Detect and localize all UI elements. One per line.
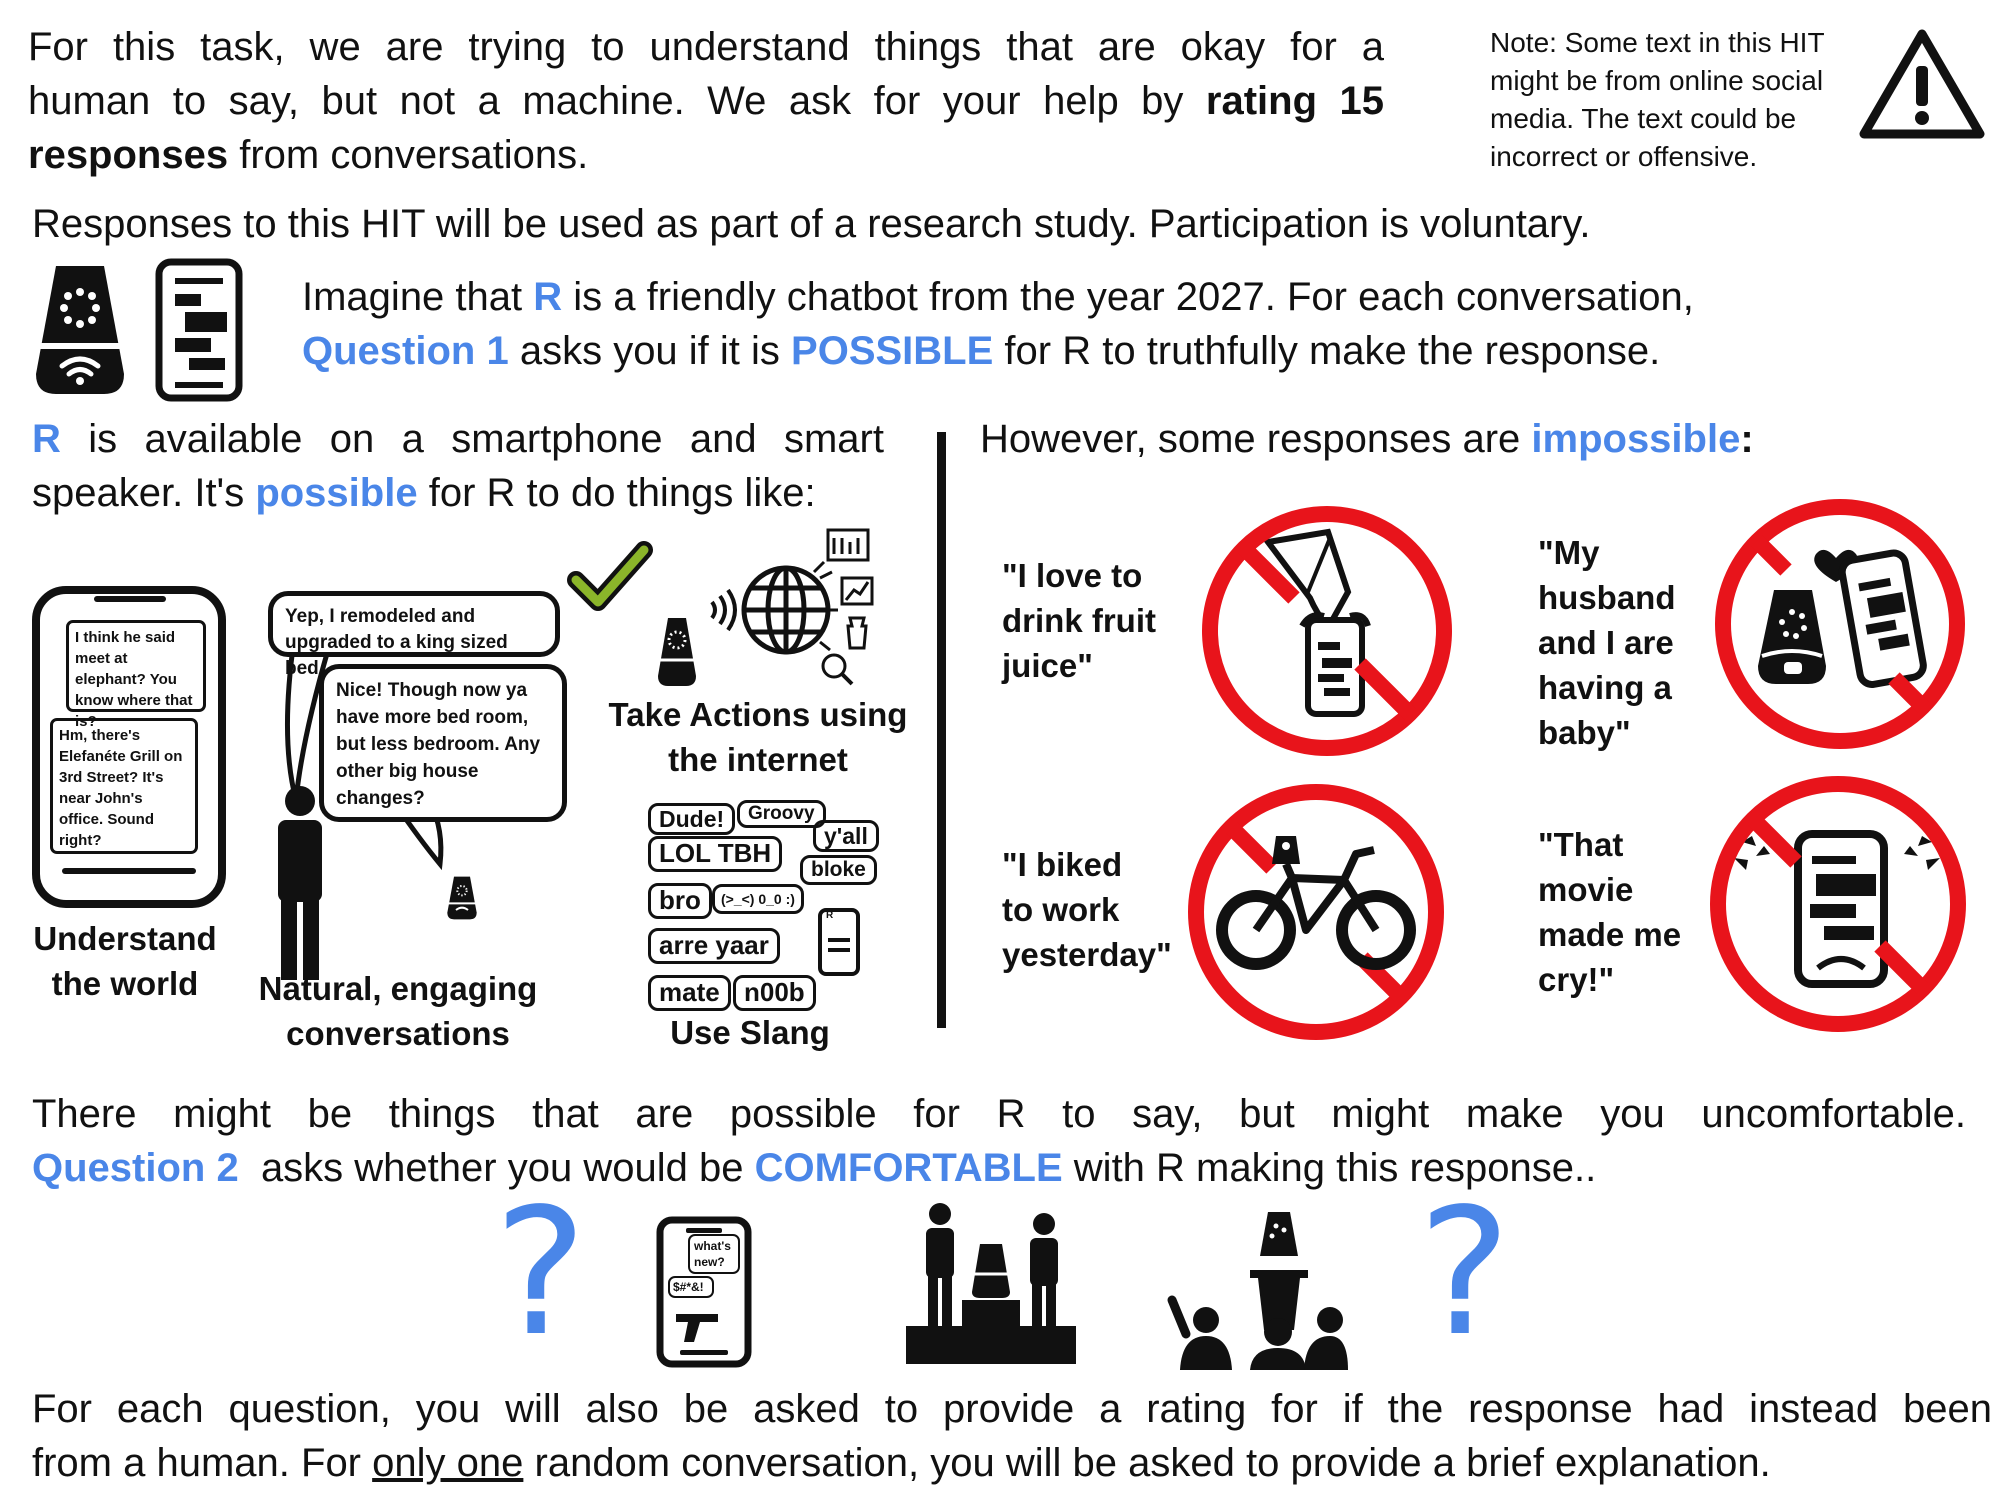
chat-bubble-bot: Nice! Though now ya have more bed room, but less bedroom. Any other big house changes? — [319, 664, 567, 822]
slang-label: Use Slang — [670, 1014, 830, 1051]
left-heading-line-1 — [32, 412, 884, 466]
imagine-text: asks you if it is — [519, 329, 780, 373]
label-line: the world — [51, 965, 199, 1002]
note-line: incorrect or offensive. — [1490, 141, 1758, 172]
label-line: Natural, engaging — [258, 970, 538, 1007]
r-highlight: R — [32, 417, 61, 461]
intro-line-1: For this task, we are trying to understand things that are okay for a — [28, 25, 1384, 69]
quote-line: "That — [1538, 826, 1624, 863]
colon: : — [1740, 417, 1754, 461]
no-drinking-juice-icon — [1198, 502, 1456, 760]
no-crying-phone-icon — [1706, 772, 1970, 1036]
phone-speaker-slot — [94, 596, 166, 602]
intro-text: human to say, but not a machine. We ask for your help by — [28, 79, 1184, 123]
label-line: conversations — [286, 1015, 510, 1052]
right-heading — [980, 412, 1754, 466]
left-heading-text: speaker. It's — [32, 471, 245, 515]
slang-word: Groovy — [737, 800, 826, 828]
section-divider — [937, 432, 946, 1028]
imagine-line-2 — [302, 324, 1660, 378]
chat-bubble-user: Yep, I remodeled and upgraded to a king sized bed — [268, 591, 560, 657]
slang-word: n00b — [733, 975, 816, 1011]
person-icon — [268, 784, 332, 984]
phone-bubble-curse: $#*&! — [668, 1276, 714, 1298]
intro-bold-responses: responses — [28, 133, 229, 177]
disclaimer-note — [1490, 24, 1825, 176]
label-line: Understand — [33, 920, 217, 957]
footer-text: from a human. For — [32, 1441, 362, 1485]
left-heading-text: is available on a smartphone and smart — [88, 417, 884, 461]
quote-line: yesterday" — [1002, 936, 1172, 973]
no-bike-icon — [1184, 780, 1448, 1044]
slang-word: y'all — [813, 820, 879, 852]
understand-label — [18, 916, 232, 1006]
imagine-text: is a friendly chatbot from the year 2027. For each conversation, — [573, 275, 1694, 319]
imagine-text: Imagine that — [302, 275, 523, 319]
warning-icon — [1858, 28, 1986, 140]
right-heading-text: However, some responses are — [980, 417, 1521, 461]
imagine-line-1 — [302, 270, 1694, 324]
small-phone-r: R — [826, 910, 834, 921]
slang-word: LOL TBH — [648, 836, 782, 872]
intro-line-2 — [28, 74, 1384, 128]
impossible-highlight: impossible — [1531, 417, 1741, 461]
internet-actions-icon — [650, 526, 890, 694]
smart-speaker-icon — [32, 262, 128, 398]
slang-word: arre yaar — [648, 928, 780, 964]
no-romance-icon — [1712, 496, 1968, 752]
r-highlight: R — [533, 275, 563, 319]
research-line: Responses to this HIT will be used as part of a research study. Participation is voluntary. — [32, 202, 1591, 246]
small-speaker-icon — [446, 874, 478, 922]
intro-line-3 — [28, 128, 588, 182]
quote-line: baby" — [1538, 714, 1631, 751]
quote-line: having a — [1538, 669, 1672, 706]
slang-word: (>_<) 0_0 :) — [712, 884, 804, 914]
quote-line: to work — [1002, 891, 1120, 928]
label-line: Take Actions using — [608, 696, 908, 733]
intro-bold-rating: rating 15 — [1205, 79, 1385, 123]
question2-line-2 — [32, 1141, 1596, 1195]
phone-user-message: I think he said meet at elephant? You know where that is? — [66, 620, 206, 712]
quote-line: movie — [1538, 871, 1634, 908]
small-phone-icon — [818, 908, 860, 976]
phone-bubble-whatsnew: what's new? — [688, 1234, 740, 1274]
quote-line: drink fruit — [1002, 602, 1156, 639]
quote-line: made me — [1538, 916, 1682, 953]
comfortable-highlight: COMFORTABLE — [754, 1146, 1063, 1190]
impossible-quote-cry — [1538, 822, 1681, 1002]
phone-home-bar — [62, 868, 196, 874]
quote-line: and I are — [1538, 624, 1674, 661]
smartphone-chat-icon — [155, 258, 243, 402]
podium-people-icon — [904, 1202, 1078, 1366]
impossible-quote-juice — [1002, 553, 1156, 688]
question2-text: with R making this response.. — [1073, 1146, 1597, 1190]
question-mark-right: ? — [1418, 1172, 1511, 1375]
speaker-audience-icon — [1170, 1208, 1350, 1372]
question-1-highlight: Question 1 — [302, 329, 509, 373]
question-mark-left: ? — [494, 1172, 587, 1375]
actions-label — [600, 692, 916, 782]
intro-text-end: from conversations. — [239, 133, 589, 177]
slang-word: mate — [648, 975, 731, 1011]
phone-bot-message: Hm, there's Elefanéte Grill on 3rd Street? It's near John's office. Sound right? — [50, 718, 198, 854]
note-line: might be from online social — [1490, 65, 1824, 96]
slang-word: bloke — [800, 855, 877, 885]
impossible-quote-baby — [1538, 530, 1676, 755]
quote-line: husband — [1538, 579, 1676, 616]
quote-line: cry!" — [1538, 961, 1615, 998]
quote-line: "I biked — [1002, 846, 1123, 883]
checkmark-icon — [568, 540, 652, 614]
footer-line-2 — [32, 1436, 1771, 1490]
left-heading-text: for R to do things like: — [428, 471, 816, 515]
footer-text: random conversation, you will be asked to provide a brief explanation. — [534, 1441, 1771, 1485]
quote-line: "My — [1538, 534, 1600, 571]
quote-line: "I love to — [1002, 557, 1143, 594]
possible-highlight: possible — [255, 471, 418, 515]
possible-highlight: POSSIBLE — [791, 329, 994, 373]
note-line: media. The text could be — [1490, 103, 1797, 134]
impossible-quote-bike — [1002, 842, 1172, 977]
footer-underlined: only one — [372, 1441, 524, 1485]
natural-label — [238, 966, 558, 1056]
left-heading-line-2 — [32, 466, 816, 520]
slang-word: Dude! — [648, 803, 735, 835]
note-line: Note: Some text in this HIT — [1490, 27, 1825, 58]
question2-line-1: There might be things that are possible for R to say, but might make you uncomfortable. — [32, 1092, 1966, 1136]
imagine-text: for R to truthfully make the response. — [1004, 329, 1661, 373]
question2-text: asks whether you would be — [260, 1146, 744, 1190]
question-2-highlight: Question 2 — [32, 1146, 239, 1190]
footer-line-1: For each question, you will also be asked to provide a rating for if the response had instead been — [32, 1387, 1992, 1431]
slang-word: bro — [648, 883, 712, 919]
label-line: the internet — [668, 741, 848, 778]
quote-line: juice" — [1002, 647, 1093, 684]
